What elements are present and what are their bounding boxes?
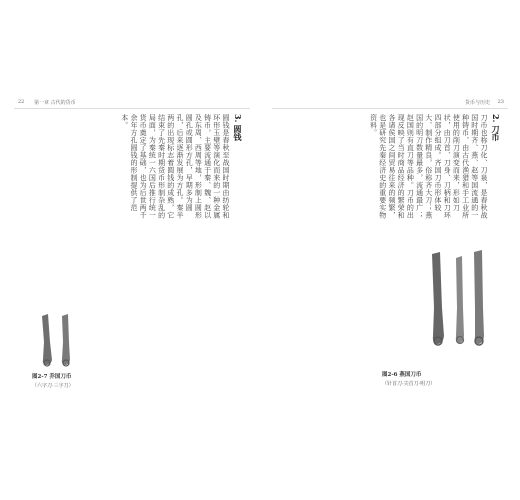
figure-image: [34, 312, 80, 368]
body-text-upper: 刀币也称刀化、刀泉，是春秋战国时期齐、燕、赵等国流通的一种铸币，由古代渔猎和手工业所使用的削刀演变而来，形如刀状，由刀首、刀身、刀柄和刀环四部分组成。齐国刀币形体较大、制作精良，俗称齐大刀；燕国的明刀数量最多，流通最广；赵国则有直刀等品种。刀币的出现反映了当时商品经济的繁荣和各诸侯国之间贸易往来的频繁，也是研究先秦经济史的重要实物资料。: [369, 114, 488, 219]
running-title: 货币与历史: [464, 100, 490, 106]
section-heading: 3. 圆钱: [233, 114, 243, 142]
figure-caption: [382, 370, 435, 387]
page-number: 22: [18, 99, 25, 105]
left-page: [14, 98, 250, 398]
right-page: [272, 98, 508, 398]
figure-caption-title: 图2-6 燕国刀币: [382, 372, 422, 378]
figure-caption: [32, 372, 74, 389]
body-text-upper: 圆钱是春秋至战国时期由纺轮和环形玉璧等演化而来的一种金属铸币，主要流通于秦、魏、赵以及东周、西周等地，形制上圆形圆孔或圆形方孔，早期多为圆孔，后来逐渐发展为方孔。秦半两的出现标志着圆钱的成熟，它结束了先秦时期货币形制杂乱的局面，为秦统一六国后推行统一货币奠定了基础，也为后世两千余年方孔圆钱的形制提供了范本。: [120, 114, 230, 219]
figure-caption-sub: （六字刀·三字刀）: [32, 383, 74, 389]
section-heading: 2. 刀币: [491, 114, 501, 142]
page-header: [14, 98, 250, 109]
figure-caption-sub: （针首刀·尖首刀·明刀）: [382, 381, 436, 387]
figure-caption-title: 图2-7 乔国刀币: [32, 374, 72, 380]
page-header: [272, 98, 508, 109]
figure-image: [422, 248, 492, 352]
running-title: 第一章 古代的货币: [34, 100, 76, 106]
page-number: 23: [497, 99, 504, 105]
